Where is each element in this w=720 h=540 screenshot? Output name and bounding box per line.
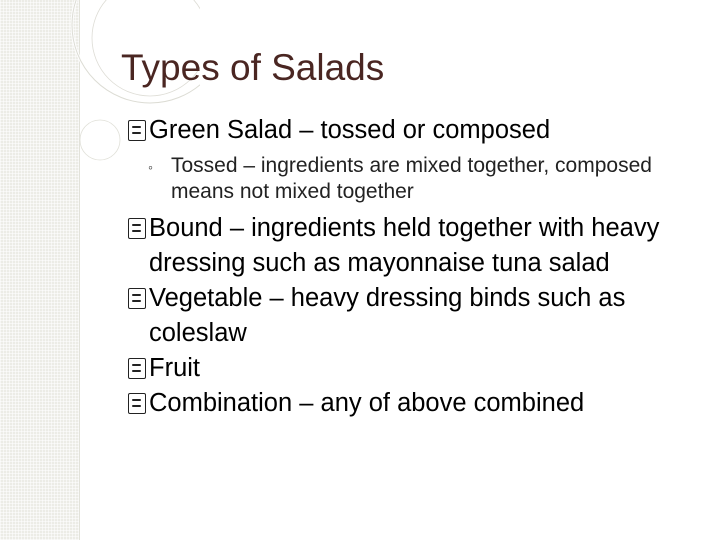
sub-bullet-text: Tossed – ingredients are mixed together, composed means not mixed together xyxy=(171,154,652,203)
bullet-text: Bound – ingredients held together with heavy dressing such as mayonnaise tuna salad xyxy=(149,214,660,277)
bullet-item-combination xyxy=(128,386,703,421)
bullet-item-bound xyxy=(128,211,703,281)
bullet-text: Green Salad – tossed or composed xyxy=(149,116,551,144)
bullet-list xyxy=(128,113,703,421)
square-bullet-icon xyxy=(128,218,146,239)
square-bullet-icon xyxy=(128,358,146,379)
bullet-text: Vegetable – heavy dressing binds such as coleslaw xyxy=(149,284,626,347)
bullet-text: Fruit xyxy=(149,354,200,382)
bullet-text: Combination – any of above combined xyxy=(149,389,585,417)
slide-title: Types of Salads xyxy=(121,47,385,88)
square-bullet-icon xyxy=(128,393,146,414)
bullet-item-green-salad xyxy=(128,113,703,148)
square-bullet-icon xyxy=(128,288,146,309)
sub-bullet-item-tossed xyxy=(128,153,703,205)
bullet-item-vegetable xyxy=(128,281,703,351)
bullet-item-fruit xyxy=(128,351,703,386)
square-bullet-icon xyxy=(128,120,146,141)
hollow-circle-bullet-icon: ◦ xyxy=(148,159,153,175)
